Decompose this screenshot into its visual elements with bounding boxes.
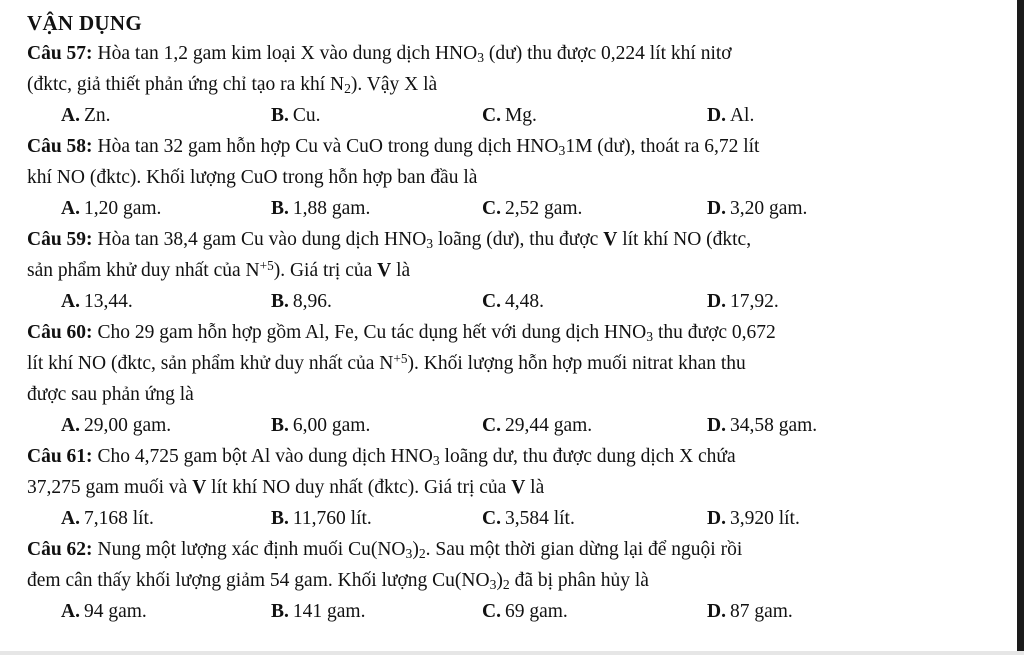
answer-options (27, 596, 977, 627)
option-text: 13,44. (83, 291, 133, 312)
option-b[interactable] (271, 503, 372, 534)
subscript: 3 (646, 329, 654, 344)
subscript: 3 (405, 546, 413, 561)
option-d[interactable] (707, 503, 800, 534)
question-stem-line (27, 255, 977, 286)
option-text: Cu. (292, 105, 321, 126)
option-letter: C. (482, 415, 501, 436)
question-number: Câu 57: (27, 43, 93, 64)
stem-text: lít khí NO (đktc, sản phẩm khử duy nhất của N (27, 353, 394, 374)
option-text: Al. (729, 105, 755, 126)
stem-text: 1M (dư), thoát ra 6,72 lít (565, 136, 760, 157)
stem-text: Nung một lượng xác định muối Cu(NO (97, 539, 406, 560)
option-letter: A. (61, 601, 80, 622)
option-letter: A. (61, 198, 80, 219)
question-stem-line (27, 565, 977, 596)
variable-v: V (377, 260, 392, 281)
option-c[interactable] (482, 596, 568, 627)
worksheet-content (27, 8, 977, 627)
option-text: 1,88 gam. (292, 198, 371, 219)
subscript: 3 (426, 236, 434, 251)
stem-text: . Sau một thời gian dừng lại để nguội rồi (425, 539, 743, 560)
question-number: Câu 61: (27, 446, 93, 467)
option-letter: B. (271, 198, 289, 219)
option-text: 3,584 lít. (504, 508, 575, 529)
option-text: 29,44 gam. (504, 415, 593, 436)
option-text: 7,168 lít. (83, 508, 154, 529)
option-text: Zn. (83, 105, 111, 126)
option-c[interactable] (482, 100, 537, 131)
option-letter: C. (482, 508, 501, 529)
superscript: +5 (259, 258, 274, 273)
question-stem-line (27, 379, 977, 410)
right-border (1017, 0, 1024, 655)
question-58 (27, 131, 977, 224)
option-letter: D. (707, 105, 726, 126)
variable-v: V (192, 477, 207, 498)
option-text: 6,00 gam. (292, 415, 371, 436)
option-text: 3,920 lít. (729, 508, 800, 529)
stem-text: là (525, 477, 545, 498)
option-letter: C. (482, 105, 501, 126)
option-c[interactable] (482, 410, 592, 441)
question-stem-line (27, 69, 977, 100)
option-text: Mg. (504, 105, 537, 126)
option-text: 94 gam. (83, 601, 147, 622)
answer-options (27, 100, 977, 131)
question-57 (27, 38, 977, 131)
question-stem-line (27, 162, 977, 193)
option-c[interactable] (482, 193, 582, 224)
question-stem-line (27, 38, 977, 69)
option-letter: A. (61, 105, 80, 126)
option-letter: A. (61, 291, 80, 312)
option-letter: B. (271, 415, 289, 436)
answer-options (27, 286, 977, 317)
option-text: 11,760 lít. (292, 508, 372, 529)
option-d[interactable] (707, 100, 754, 131)
option-d[interactable] (707, 286, 779, 317)
subscript: 3 (489, 577, 497, 592)
stem-text: loãng (dư), thu được (433, 229, 604, 250)
stem-text: là (391, 260, 411, 281)
stem-text: khí NO (đktc). Khối lượng CuO trong hỗn hợp ban đầu là (27, 167, 478, 188)
option-a[interactable] (61, 100, 111, 131)
question-stem-line (27, 472, 977, 503)
option-text: 4,48. (504, 291, 544, 312)
question-62 (27, 534, 977, 627)
option-text: 87 gam. (729, 601, 793, 622)
option-a[interactable] (61, 410, 171, 441)
stem-text: sản phẩm khử duy nhất của N (27, 260, 260, 281)
superscript: +5 (393, 351, 408, 366)
option-letter: D. (707, 508, 726, 529)
option-b[interactable] (271, 286, 332, 317)
subscript: 2 (502, 577, 510, 592)
question-stem-line (27, 224, 977, 255)
option-letter: D. (707, 601, 726, 622)
stem-text: đã bị phân hủy là (509, 570, 649, 591)
stem-text: (đktc, giả thiết phản ứng chỉ tạo ra khí N (27, 74, 345, 95)
option-letter: A. (61, 415, 80, 436)
option-text: 2,52 gam. (504, 198, 583, 219)
stem-text: Hòa tan 1,2 gam kim loại X vào dung dịch HNO (97, 43, 478, 64)
stem-text: ) (412, 539, 419, 560)
option-b[interactable] (271, 410, 370, 441)
option-c[interactable] (482, 503, 575, 534)
variable-v: V (603, 229, 618, 250)
option-text: 17,92. (729, 291, 779, 312)
option-a[interactable] (61, 193, 161, 224)
option-letter: D. (707, 198, 726, 219)
question-stem-line (27, 441, 977, 472)
option-text: 34,58 gam. (729, 415, 818, 436)
option-text: 141 gam. (292, 601, 366, 622)
option-letter: B. (271, 291, 289, 312)
question-59 (27, 224, 977, 317)
stem-text: Hòa tan 38,4 gam Cu vào dung dịch HNO (97, 229, 427, 250)
stem-text: loãng dư, thu được dung dịch X chứa (439, 446, 736, 467)
option-text: 29,00 gam. (83, 415, 172, 436)
answer-options (27, 503, 977, 534)
question-61 (27, 441, 977, 534)
stem-text: đem cân thấy khối lượng giảm 54 gam. Khối lượng Cu(NO (27, 570, 490, 591)
stem-text: được sau phản ứng là (27, 384, 194, 405)
stem-text: lít khí NO (đktc, (617, 229, 752, 250)
stem-text: lít khí NO duy nhất (đktc). Giá trị của (206, 477, 512, 498)
option-d[interactable] (707, 596, 793, 627)
option-letter: B. (271, 508, 289, 529)
question-stem-line (27, 131, 977, 162)
stem-text: Cho 29 gam hỗn hợp gồm Al, Fe, Cu tác dụng hết với dung dịch HNO (97, 322, 647, 343)
stem-text: 37,275 gam muối và (27, 477, 193, 498)
stem-text: (dư) thu được 0,224 lít khí nitơ (484, 43, 732, 64)
option-text: 3,20 gam. (729, 198, 808, 219)
option-b[interactable] (271, 193, 370, 224)
option-text: 1,20 gam. (83, 198, 162, 219)
option-text: 8,96. (292, 291, 332, 312)
option-letter: D. (707, 415, 726, 436)
answer-options (27, 193, 977, 224)
stem-text: ) (496, 570, 503, 591)
bottom-border (0, 651, 1024, 655)
option-letter: C. (482, 601, 501, 622)
option-b[interactable] (271, 100, 321, 131)
subscript: 3 (477, 50, 485, 65)
option-letter: D. (707, 291, 726, 312)
question-stem-line (27, 348, 977, 379)
option-b[interactable] (271, 596, 365, 627)
stem-text: thu được 0,672 (653, 322, 776, 343)
subscript: 3 (432, 453, 440, 468)
stem-text: ). Giá trị của (273, 260, 378, 281)
stem-text: Cho 4,725 gam bột Al vào dung dịch HNO (97, 446, 433, 467)
stem-text: Hòa tan 32 gam hỗn hợp Cu và CuO trong dung dịch HNO (97, 136, 559, 157)
option-text: 69 gam. (504, 601, 568, 622)
option-letter: B. (271, 601, 289, 622)
question-number: Câu 60: (27, 322, 93, 343)
subscript: 3 (558, 143, 566, 158)
option-d[interactable] (707, 410, 817, 441)
question-number: Câu 62: (27, 539, 93, 560)
stem-text: ). Vậy X là (350, 74, 438, 95)
question-number: Câu 59: (27, 229, 93, 250)
variable-v: V (511, 477, 526, 498)
question-stem-line (27, 317, 977, 348)
option-c[interactable] (482, 286, 544, 317)
option-a[interactable] (61, 596, 147, 627)
option-letter: A. (61, 508, 80, 529)
option-letter: B. (271, 105, 289, 126)
option-d[interactable] (707, 193, 807, 224)
subscript: 2 (344, 81, 351, 96)
option-a[interactable] (61, 286, 133, 317)
subscript: 2 (418, 546, 426, 561)
answer-options (27, 410, 977, 441)
question-number: Câu 58: (27, 136, 93, 157)
option-letter: C. (482, 198, 501, 219)
section-heading: VẬN DỤNG (27, 11, 142, 35)
question-60 (27, 317, 977, 441)
option-letter: C. (482, 291, 501, 312)
stem-text: ). Khối lượng hỗn hợp muối nitrat khan thu (407, 353, 746, 374)
question-stem-line (27, 534, 977, 565)
option-a[interactable] (61, 503, 154, 534)
